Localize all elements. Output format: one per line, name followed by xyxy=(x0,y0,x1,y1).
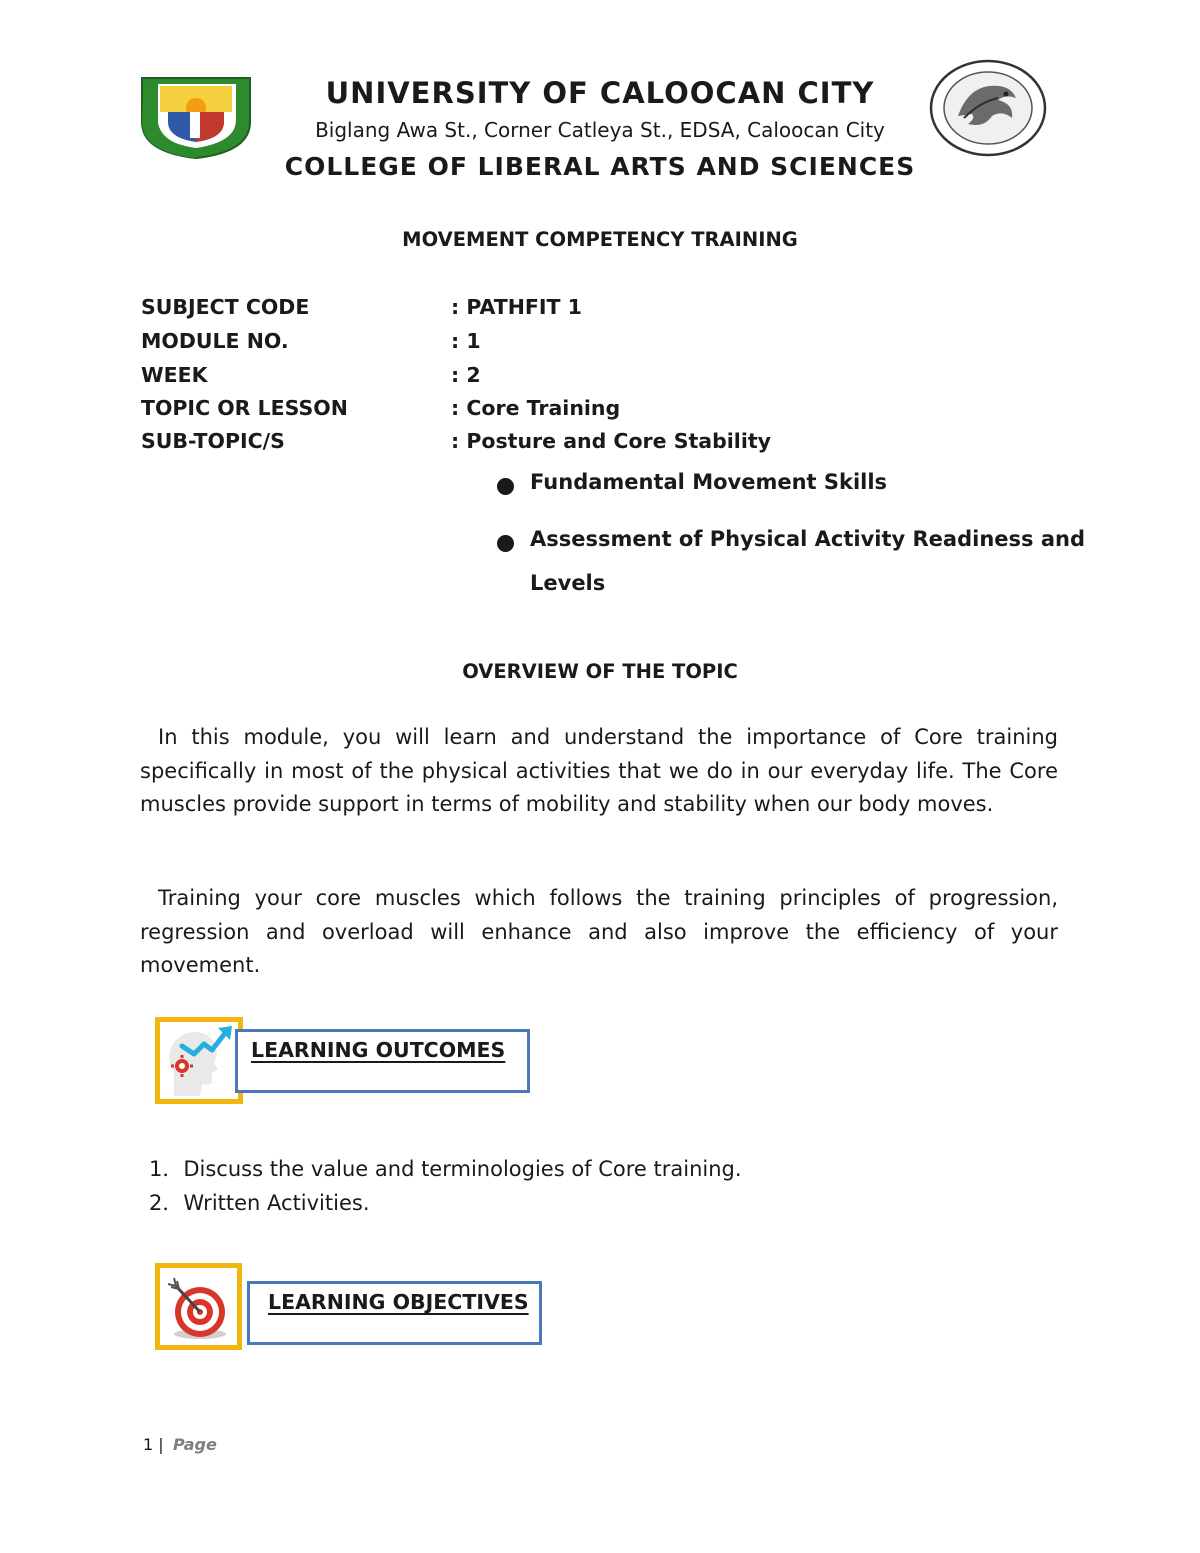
learning-objectives-icon-frame xyxy=(155,1263,242,1350)
subtopic-label: SUB-TOPIC/S xyxy=(141,429,285,453)
overview-paragraph: In this module, you will learn and understand the importance of Core training specifically in most of the physical activities that we do in our everyday life. The Core muscles provide support in terms of mobility and stability when our body moves. xyxy=(140,725,1058,816)
college-name: COLLEGE OF LIBERAL ARTS AND SCIENCES xyxy=(284,152,916,181)
bullet-icon xyxy=(497,478,514,495)
page-number: 1 | xyxy=(143,1435,164,1454)
document-title: MOVEMENT COMPETENCY TRAINING xyxy=(402,228,798,251)
subject-code-label: SUBJECT CODE xyxy=(141,295,310,319)
week-label: WEEK xyxy=(141,363,208,387)
overview-paragraph: Training your core muscles which follows the training principles of progression, regression and overload will enhance and also improve the efficiency of your movement. xyxy=(140,886,1058,977)
university-name: UNIVERSITY OF CALOOCAN CITY xyxy=(325,76,875,110)
learning-objectives-heading-box xyxy=(247,1281,542,1345)
subject-code-value: : PATHFIT 1 xyxy=(451,295,582,319)
overview-title: OVERVIEW OF THE TOPIC xyxy=(462,660,738,683)
topic-value: : Core Training xyxy=(451,396,621,420)
outcome-item: 2．Written Activities. xyxy=(149,1191,370,1215)
bullet-icon xyxy=(497,535,514,552)
learning-outcomes-icon-frame xyxy=(155,1017,243,1104)
university-address: Biglang Awa St., Corner Catleya St., EDSA, Caloocan City xyxy=(315,118,885,142)
page-label: Page xyxy=(173,1435,217,1454)
subtopic-value: : Posture and Core Stability xyxy=(451,429,772,453)
learning-objectives-heading: LEARNING OBJECTIVES xyxy=(268,1290,529,1314)
week-value: : 2 xyxy=(451,363,481,387)
subtopic-bullet: Fundamental Movement Skills xyxy=(530,470,888,494)
growth-head-icon xyxy=(160,1022,238,1099)
learning-outcomes-heading-box xyxy=(235,1029,530,1093)
outcome-item: 1．Discuss the value and terminologies of Core training. xyxy=(149,1157,742,1181)
topic-label: TOPIC OR LESSON xyxy=(141,396,348,420)
target-icon xyxy=(160,1268,237,1345)
learning-outcomes-heading: LEARNING OUTCOMES xyxy=(251,1038,506,1062)
module-no-label: MODULE NO. xyxy=(141,329,289,353)
module-no-value: : 1 xyxy=(451,329,481,353)
subtopic-bullet: Assessment of Physical Activity Readiness and xyxy=(530,527,1085,551)
subtopic-bullet-continuation: Levels xyxy=(530,571,606,595)
